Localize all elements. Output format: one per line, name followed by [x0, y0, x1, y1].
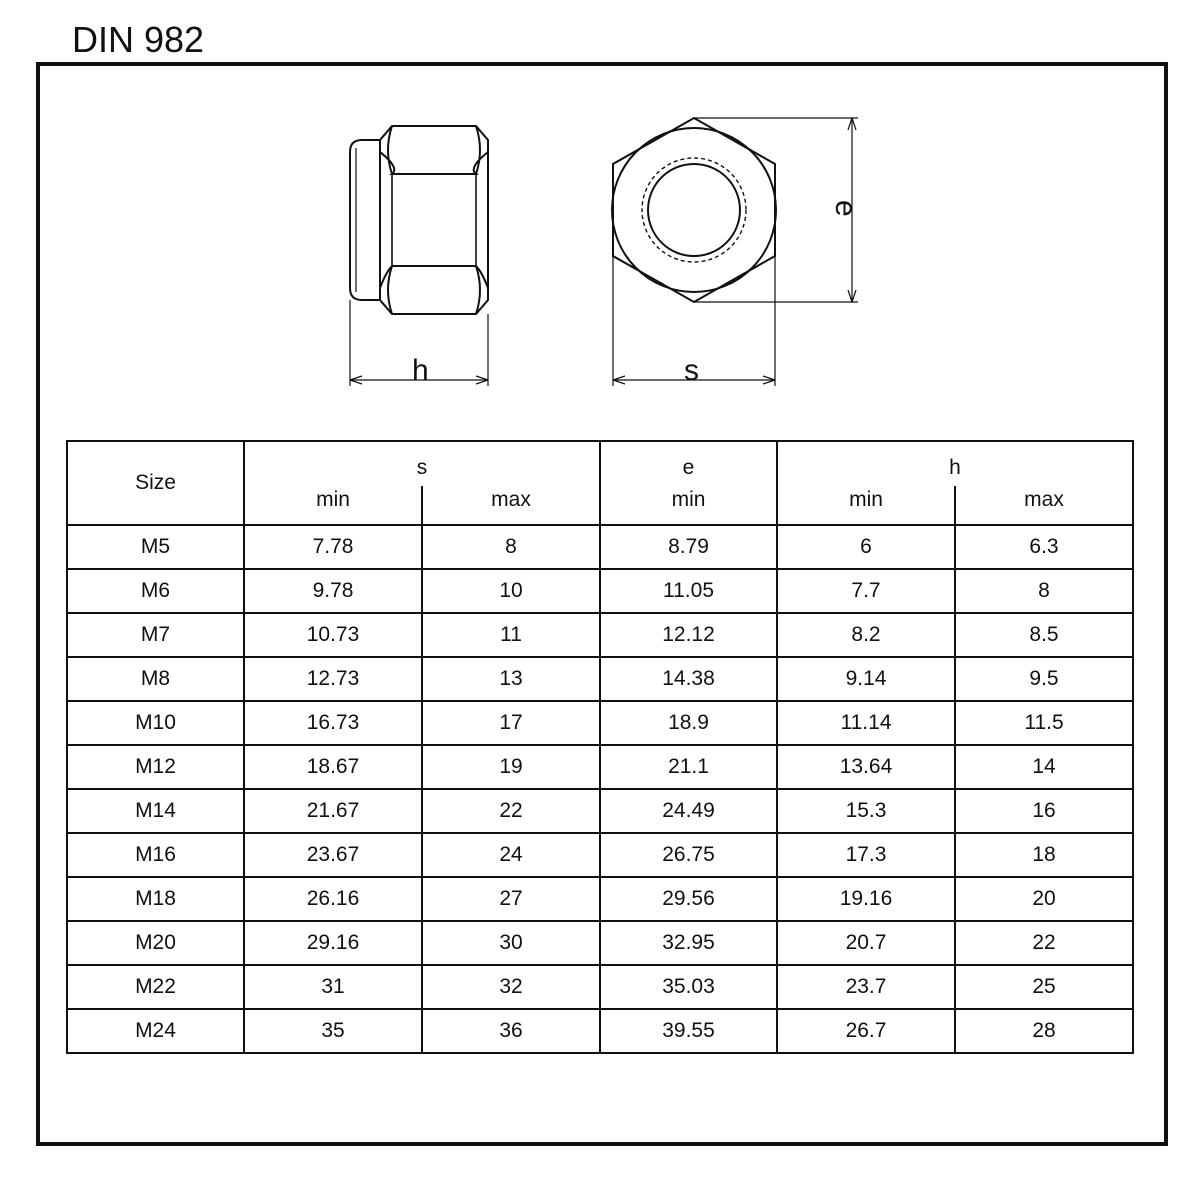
nut-technical-drawing [0, 0, 1200, 420]
header-s-max: max [422, 486, 600, 525]
cell-h-max: 11.5 [955, 701, 1133, 745]
cell-s-max: 17 [422, 701, 600, 745]
cell-h-max: 9.5 [955, 657, 1133, 701]
cell-h-min: 23.7 [777, 965, 955, 1009]
header-size: Size [67, 441, 244, 525]
page-title: DIN 982 [72, 19, 205, 60]
table-row [67, 789, 1133, 833]
cell-h-min: 19.16 [777, 877, 955, 921]
cell-h-max: 18 [955, 833, 1133, 877]
cell-h-min: 6 [777, 525, 955, 569]
cell-s-min: 18.67 [244, 745, 422, 789]
header-e-min: min [600, 486, 777, 525]
table-row [67, 833, 1133, 877]
table-row [67, 877, 1133, 921]
cell-s-max: 8 [422, 525, 600, 569]
cell-e-min: 11.05 [600, 569, 777, 613]
cell-s-min: 10.73 [244, 613, 422, 657]
nut-side-view [350, 126, 488, 386]
cell-h-min: 8.2 [777, 613, 955, 657]
cell-e-min: 18.9 [600, 701, 777, 745]
header-s-min: min [244, 486, 422, 525]
cell-s-min: 26.16 [244, 877, 422, 921]
cell-h-min: 15.3 [777, 789, 955, 833]
cell-size: M6 [67, 569, 244, 613]
cell-e-min: 8.79 [600, 525, 777, 569]
header-h: h [777, 441, 1133, 486]
table-row [67, 921, 1133, 965]
cell-s-max: 27 [422, 877, 600, 921]
table-row [67, 525, 1133, 569]
cell-s-min: 9.78 [244, 569, 422, 613]
cell-s-min: 21.67 [244, 789, 422, 833]
cell-e-min: 14.38 [600, 657, 777, 701]
header-h-min: min [777, 486, 955, 525]
cell-e-min: 12.12 [600, 613, 777, 657]
cell-h-min: 9.14 [777, 657, 955, 701]
cell-h-max: 6.3 [955, 525, 1133, 569]
cell-size: M22 [67, 965, 244, 1009]
cell-h-min: 17.3 [777, 833, 955, 877]
cell-s-max: 13 [422, 657, 600, 701]
cell-s-max: 24 [422, 833, 600, 877]
dimension-spec-table [66, 440, 1134, 1054]
cell-e-min: 39.55 [600, 1009, 777, 1053]
table-row [67, 613, 1133, 657]
table-row [67, 569, 1133, 613]
cell-e-min: 21.1 [600, 745, 777, 789]
cell-e-min: 35.03 [600, 965, 777, 1009]
header-h-max: max [955, 486, 1133, 525]
cell-e-min: 26.75 [600, 833, 777, 877]
cell-h-min: 26.7 [777, 1009, 955, 1053]
cell-s-max: 10 [422, 569, 600, 613]
cell-s-max: 19 [422, 745, 600, 789]
dimension-label-e: e [829, 200, 862, 217]
cell-h-max: 8.5 [955, 613, 1133, 657]
cell-s-min: 7.78 [244, 525, 422, 569]
cell-size: M14 [67, 789, 244, 833]
cell-h-min: 13.64 [777, 745, 955, 789]
cell-size: M5 [67, 525, 244, 569]
cell-s-min: 31 [244, 965, 422, 1009]
header-s: s [244, 441, 600, 486]
dimension-label-s: s [684, 354, 699, 387]
cell-size: M24 [67, 1009, 244, 1053]
cell-h-max: 16 [955, 789, 1133, 833]
cell-e-min: 24.49 [600, 789, 777, 833]
cell-size: M20 [67, 921, 244, 965]
cell-size: M18 [67, 877, 244, 921]
cell-size: M10 [67, 701, 244, 745]
cell-s-max: 36 [422, 1009, 600, 1053]
table-row [67, 1009, 1133, 1053]
cell-size: M8 [67, 657, 244, 701]
cell-h-max: 28 [955, 1009, 1133, 1053]
cell-s-max: 11 [422, 613, 600, 657]
nut-top-view [612, 118, 858, 386]
table-row [67, 745, 1133, 789]
table-header-row [67, 441, 1133, 486]
cell-s-max: 32 [422, 965, 600, 1009]
table-body [67, 525, 1133, 1053]
cell-h-max: 14 [955, 745, 1133, 789]
cell-h-max: 8 [955, 569, 1133, 613]
cell-s-min: 16.73 [244, 701, 422, 745]
cell-s-max: 22 [422, 789, 600, 833]
table-row [67, 657, 1133, 701]
cell-size: M7 [67, 613, 244, 657]
cell-s-min: 23.67 [244, 833, 422, 877]
cell-h-max: 22 [955, 921, 1133, 965]
cell-s-min: 29.16 [244, 921, 422, 965]
cell-h-min: 7.7 [777, 569, 955, 613]
cell-s-min: 35 [244, 1009, 422, 1053]
cell-e-min: 32.95 [600, 921, 777, 965]
cell-size: M12 [67, 745, 244, 789]
table-row [67, 965, 1133, 1009]
cell-h-min: 11.14 [777, 701, 955, 745]
cell-h-max: 25 [955, 965, 1133, 1009]
cell-e-min: 29.56 [600, 877, 777, 921]
cell-h-max: 20 [955, 877, 1133, 921]
cell-s-max: 30 [422, 921, 600, 965]
table-row [67, 701, 1133, 745]
cell-size: M16 [67, 833, 244, 877]
cell-s-min: 12.73 [244, 657, 422, 701]
dimension-label-h: h [412, 354, 429, 387]
header-e: e [600, 441, 777, 486]
cell-h-min: 20.7 [777, 921, 955, 965]
